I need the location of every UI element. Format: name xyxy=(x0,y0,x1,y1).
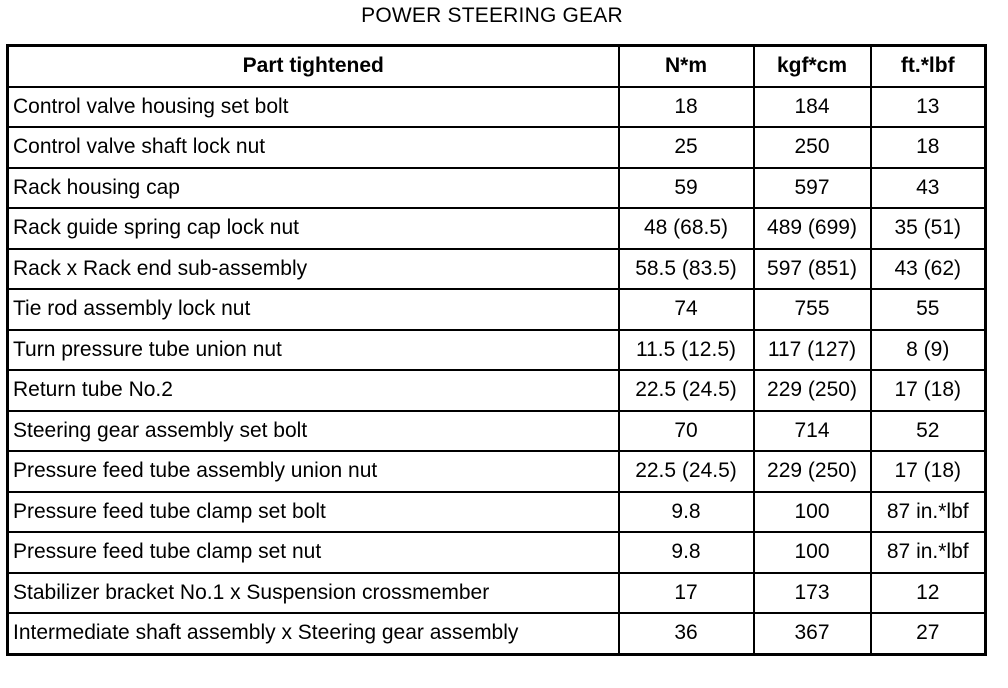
table-row xyxy=(8,492,986,533)
cell-part: Pressure feed tube assembly union nut xyxy=(8,451,619,492)
cell-ftlbf: 18 xyxy=(871,127,986,168)
cell-kgfcm: 597 (851) xyxy=(754,249,871,290)
cell-ftlbf: 55 xyxy=(871,289,986,330)
cell-ftlbf: 35 (51) xyxy=(871,208,986,249)
cell-part: Turn pressure tube union nut xyxy=(8,330,619,371)
header-kgfcm: kgf*cm xyxy=(754,46,871,87)
cell-ftlbf: 8 (9) xyxy=(871,330,986,371)
table-row xyxy=(8,532,986,573)
cell-kgfcm: 755 xyxy=(754,289,871,330)
cell-nm: 9.8 xyxy=(619,492,754,533)
cell-nm: 48 (68.5) xyxy=(619,208,754,249)
table-row xyxy=(8,208,986,249)
table-row xyxy=(8,573,986,614)
cell-kgfcm: 714 xyxy=(754,411,871,452)
cell-kgfcm: 100 xyxy=(754,492,871,533)
cell-part: Rack x Rack end sub-assembly xyxy=(8,249,619,290)
cell-nm: 9.8 xyxy=(619,532,754,573)
table-body xyxy=(8,87,986,655)
cell-part: Pressure feed tube clamp set bolt xyxy=(8,492,619,533)
cell-ftlbf: 43 (62) xyxy=(871,249,986,290)
cell-ftlbf: 27 xyxy=(871,613,986,654)
page-title: POWER STEERING GEAR xyxy=(361,4,623,27)
cell-kgfcm: 100 xyxy=(754,532,871,573)
cell-ftlbf: 12 xyxy=(871,573,986,614)
cell-part: Control valve shaft lock nut xyxy=(8,127,619,168)
cell-kgfcm: 489 (699) xyxy=(754,208,871,249)
cell-kgfcm: 597 xyxy=(754,168,871,209)
table-row xyxy=(8,87,986,128)
cell-ftlbf: 87 in.*lbf xyxy=(871,532,986,573)
header-ftlbf: ft.*lbf xyxy=(871,46,986,87)
cell-nm: 22.5 (24.5) xyxy=(619,451,754,492)
cell-kgfcm: 117 (127) xyxy=(754,330,871,371)
table-header-row xyxy=(8,46,986,87)
cell-part: Rack housing cap xyxy=(8,168,619,209)
cell-part: Steering gear assembly set bolt xyxy=(8,411,619,452)
cell-kgfcm: 229 (250) xyxy=(754,370,871,411)
cell-part: Stabilizer bracket No.1 x Suspension crossmember xyxy=(8,573,619,614)
cell-nm: 17 xyxy=(619,573,754,614)
table-row xyxy=(8,249,986,290)
cell-ftlbf: 17 (18) xyxy=(871,451,986,492)
cell-kgfcm: 184 xyxy=(754,87,871,128)
table-row xyxy=(8,289,986,330)
cell-nm: 70 xyxy=(619,411,754,452)
cell-part: Intermediate shaft assembly x Steering gear assembly xyxy=(8,613,619,654)
cell-nm: 18 xyxy=(619,87,754,128)
cell-part: Tie rod assembly lock nut xyxy=(8,289,619,330)
header-nm: N*m xyxy=(619,46,754,87)
cell-ftlbf: 87 in.*lbf xyxy=(871,492,986,533)
cell-part: Pressure feed tube clamp set nut xyxy=(8,532,619,573)
cell-ftlbf: 13 xyxy=(871,87,986,128)
cell-nm: 22.5 (24.5) xyxy=(619,370,754,411)
cell-nm: 11.5 (12.5) xyxy=(619,330,754,371)
table-row xyxy=(8,127,986,168)
table-row xyxy=(8,411,986,452)
cell-nm: 58.5 (83.5) xyxy=(619,249,754,290)
cell-nm: 36 xyxy=(619,613,754,654)
cell-part: Rack guide spring cap lock nut xyxy=(8,208,619,249)
cell-kgfcm: 229 (250) xyxy=(754,451,871,492)
header-part-tightened: Part tightened xyxy=(8,46,619,87)
cell-ftlbf: 52 xyxy=(871,411,986,452)
table-row xyxy=(8,168,986,209)
cell-kgfcm: 250 xyxy=(754,127,871,168)
cell-kgfcm: 367 xyxy=(754,613,871,654)
table-row xyxy=(8,370,986,411)
table-row xyxy=(8,613,986,654)
table-row xyxy=(8,451,986,492)
torque-spec-table xyxy=(6,44,987,656)
cell-nm: 59 xyxy=(619,168,754,209)
cell-part: Control valve housing set bolt xyxy=(8,87,619,128)
cell-ftlbf: 17 (18) xyxy=(871,370,986,411)
cell-part: Return tube No.2 xyxy=(8,370,619,411)
cell-ftlbf: 43 xyxy=(871,168,986,209)
cell-kgfcm: 173 xyxy=(754,573,871,614)
cell-nm: 25 xyxy=(619,127,754,168)
cell-nm: 74 xyxy=(619,289,754,330)
table-row xyxy=(8,330,986,371)
